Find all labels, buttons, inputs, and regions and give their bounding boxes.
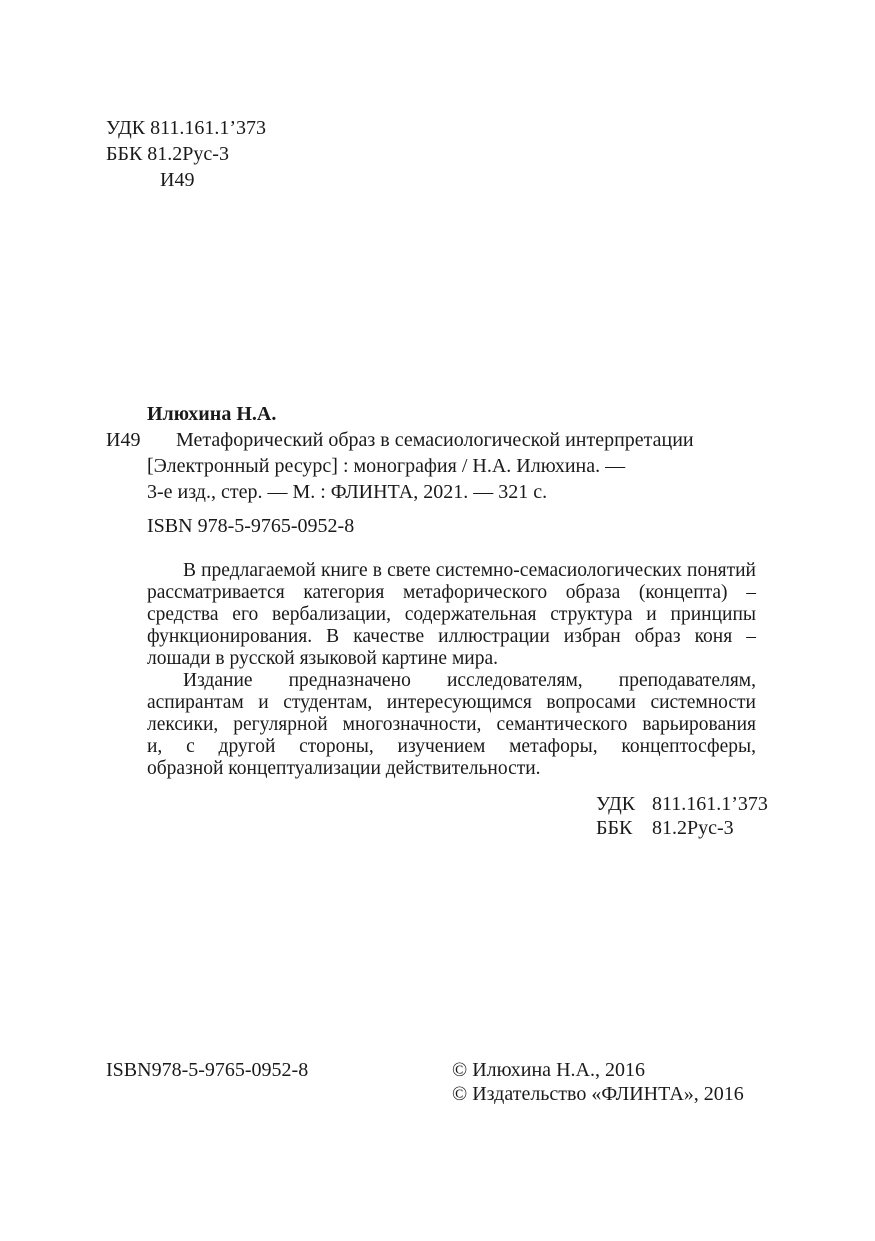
abstract-p2-line-3: лексики, регулярной многозначности, семантического варьирования: [147, 714, 756, 735]
abstract-p1-line-1: В предлагаемой книге в свете системно-семасиологических понятий: [183, 560, 756, 581]
footer-udk-label: УДК: [596, 793, 636, 815]
abstract-p2-line-2: аспирантам и студентам, интересующимся вопросами системности: [147, 692, 756, 713]
footer-bbk-value: 81.2Рус-3: [652, 817, 734, 839]
citation-isbn: ISBN 978-5-9765-0952-8: [147, 515, 355, 537]
author-mark: И49: [160, 169, 195, 191]
citation-title-line-3: 3-е изд., стер. — М. : ФЛИНТА, 2021. — 321 с.: [147, 481, 548, 503]
copyright-author: © Илюхина Н.А., 2016: [452, 1059, 645, 1081]
abstract-p2-line-1: Издание предназначено исследователям, преподавателям,: [183, 670, 756, 691]
footer-bbk-label: ББК: [596, 817, 633, 839]
abstract-p2-line-4: и, с другой стороны, изучением метафоры, концептосферы,: [147, 736, 756, 757]
udk-code: УДК 811.161.1’373: [106, 117, 267, 139]
citation-title-line-1: Метафорический образ в семасиологической интерпретации: [176, 429, 694, 451]
abstract-p2-line-5: образной концептуализации действительности.: [147, 758, 541, 779]
bottom-isbn: ISBN978-5-9765-0952-8: [106, 1059, 309, 1081]
citation-author: Илюхина Н.А.: [147, 403, 277, 425]
bbk-code: ББК 81.2Рус-3: [106, 143, 229, 165]
citation-title-line-2: [Электронный ресурс] : монография / Н.А. Илюхина. —: [147, 455, 626, 477]
abstract-p1-line-2: рассматривается категория метафорического образа (концепта) –: [147, 582, 756, 603]
abstract-p1-line-5: лошади в русской языковой картине мира.: [147, 648, 499, 669]
abstract-p1-line-3: средства его вербализации, содержательная структура и принципы: [147, 604, 756, 625]
footer-udk-value: 811.161.1’373: [652, 793, 768, 815]
copyright-publisher: © Издательство «ФЛИНТА», 2016: [452, 1083, 744, 1105]
abstract-p1-line-4: функционирования. В качестве иллюстрации избран образ коня –: [147, 626, 756, 647]
citation-author-mark: И49: [106, 429, 141, 451]
